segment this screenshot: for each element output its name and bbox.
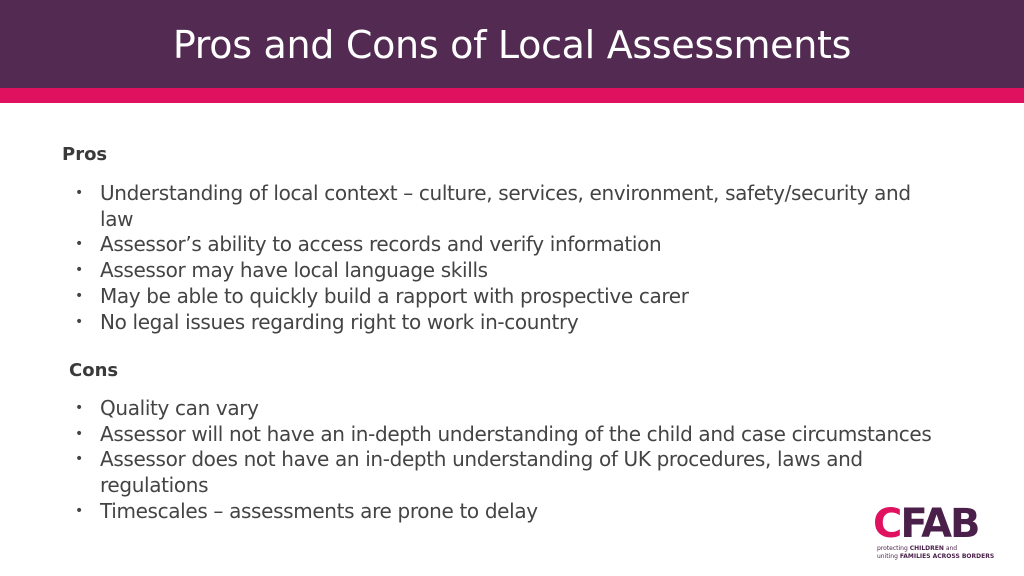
logo-tagline-text: protecting [877, 545, 910, 552]
cons-item-text: Assessor will not have an in-depth understanding of the child and case circumstances [100, 421, 932, 446]
cons-item [75, 447, 935, 498]
pros-item [75, 310, 935, 336]
cons-item-text: Assessor does not have an in-depth understanding of UK procedures, laws and regulations [100, 447, 863, 498]
logo-tagline-text: and [943, 545, 958, 552]
pros-item-text: May be able to quickly build a rapport with prospective carer [100, 283, 689, 308]
cons-item [75, 499, 935, 525]
cons-item [75, 396, 935, 422]
title-bar [0, 0, 1024, 88]
bullet-icon: • [75, 400, 83, 416]
pros-item [75, 232, 935, 258]
cons-heading: Cons [69, 360, 119, 381]
logo-wordmark [873, 501, 979, 547]
pros-item [75, 284, 935, 310]
logo-tagline [877, 545, 1007, 561]
pros-item-text: Understanding of local context – culture, services, environment, safety/security and law [100, 181, 911, 231]
cons-item-text: Quality can vary [100, 396, 259, 420]
cons-item-text: Timescales – assessments are prone to delay [100, 498, 538, 523]
cons-list [75, 396, 935, 525]
bullet-icon: • [75, 451, 83, 468]
bullet-icon: • [75, 313, 83, 330]
logo-tagline-bold: CHILDREN [909, 545, 944, 552]
cons-item [75, 422, 935, 448]
logo-tagline-bold: FAMILIES ACROSS BORDERS [899, 553, 995, 560]
bullet-icon: • [75, 262, 83, 279]
pros-item [75, 258, 935, 284]
bullet-icon: • [75, 236, 83, 253]
pros-heading: Pros [62, 144, 108, 165]
logo-rest-letters: FAB [900, 501, 979, 547]
cfab-logo [868, 501, 998, 564]
logo-c-letter: C [873, 501, 901, 547]
pros-item-text: No legal issues regarding right to work in-country [100, 309, 579, 334]
pros-list [75, 181, 935, 335]
logo-tagline-text: uniting [877, 553, 900, 560]
bullet-icon: • [75, 287, 83, 304]
slide-title: Pros and Cons of Local Assessments [172, 23, 852, 67]
logo-tagline-line1 [877, 545, 1007, 553]
bullet-icon: • [75, 425, 83, 442]
bullet-icon: • [75, 502, 83, 519]
pros-item-text: Assessor’s ability to access records and verify information [100, 232, 662, 257]
logo-tagline-line2 [877, 553, 1007, 561]
pros-item-text: Assessor may have local language skills [100, 258, 488, 283]
accent-stripe [0, 88, 1024, 103]
pros-item [75, 181, 935, 232]
bullet-icon: • [75, 185, 83, 201]
